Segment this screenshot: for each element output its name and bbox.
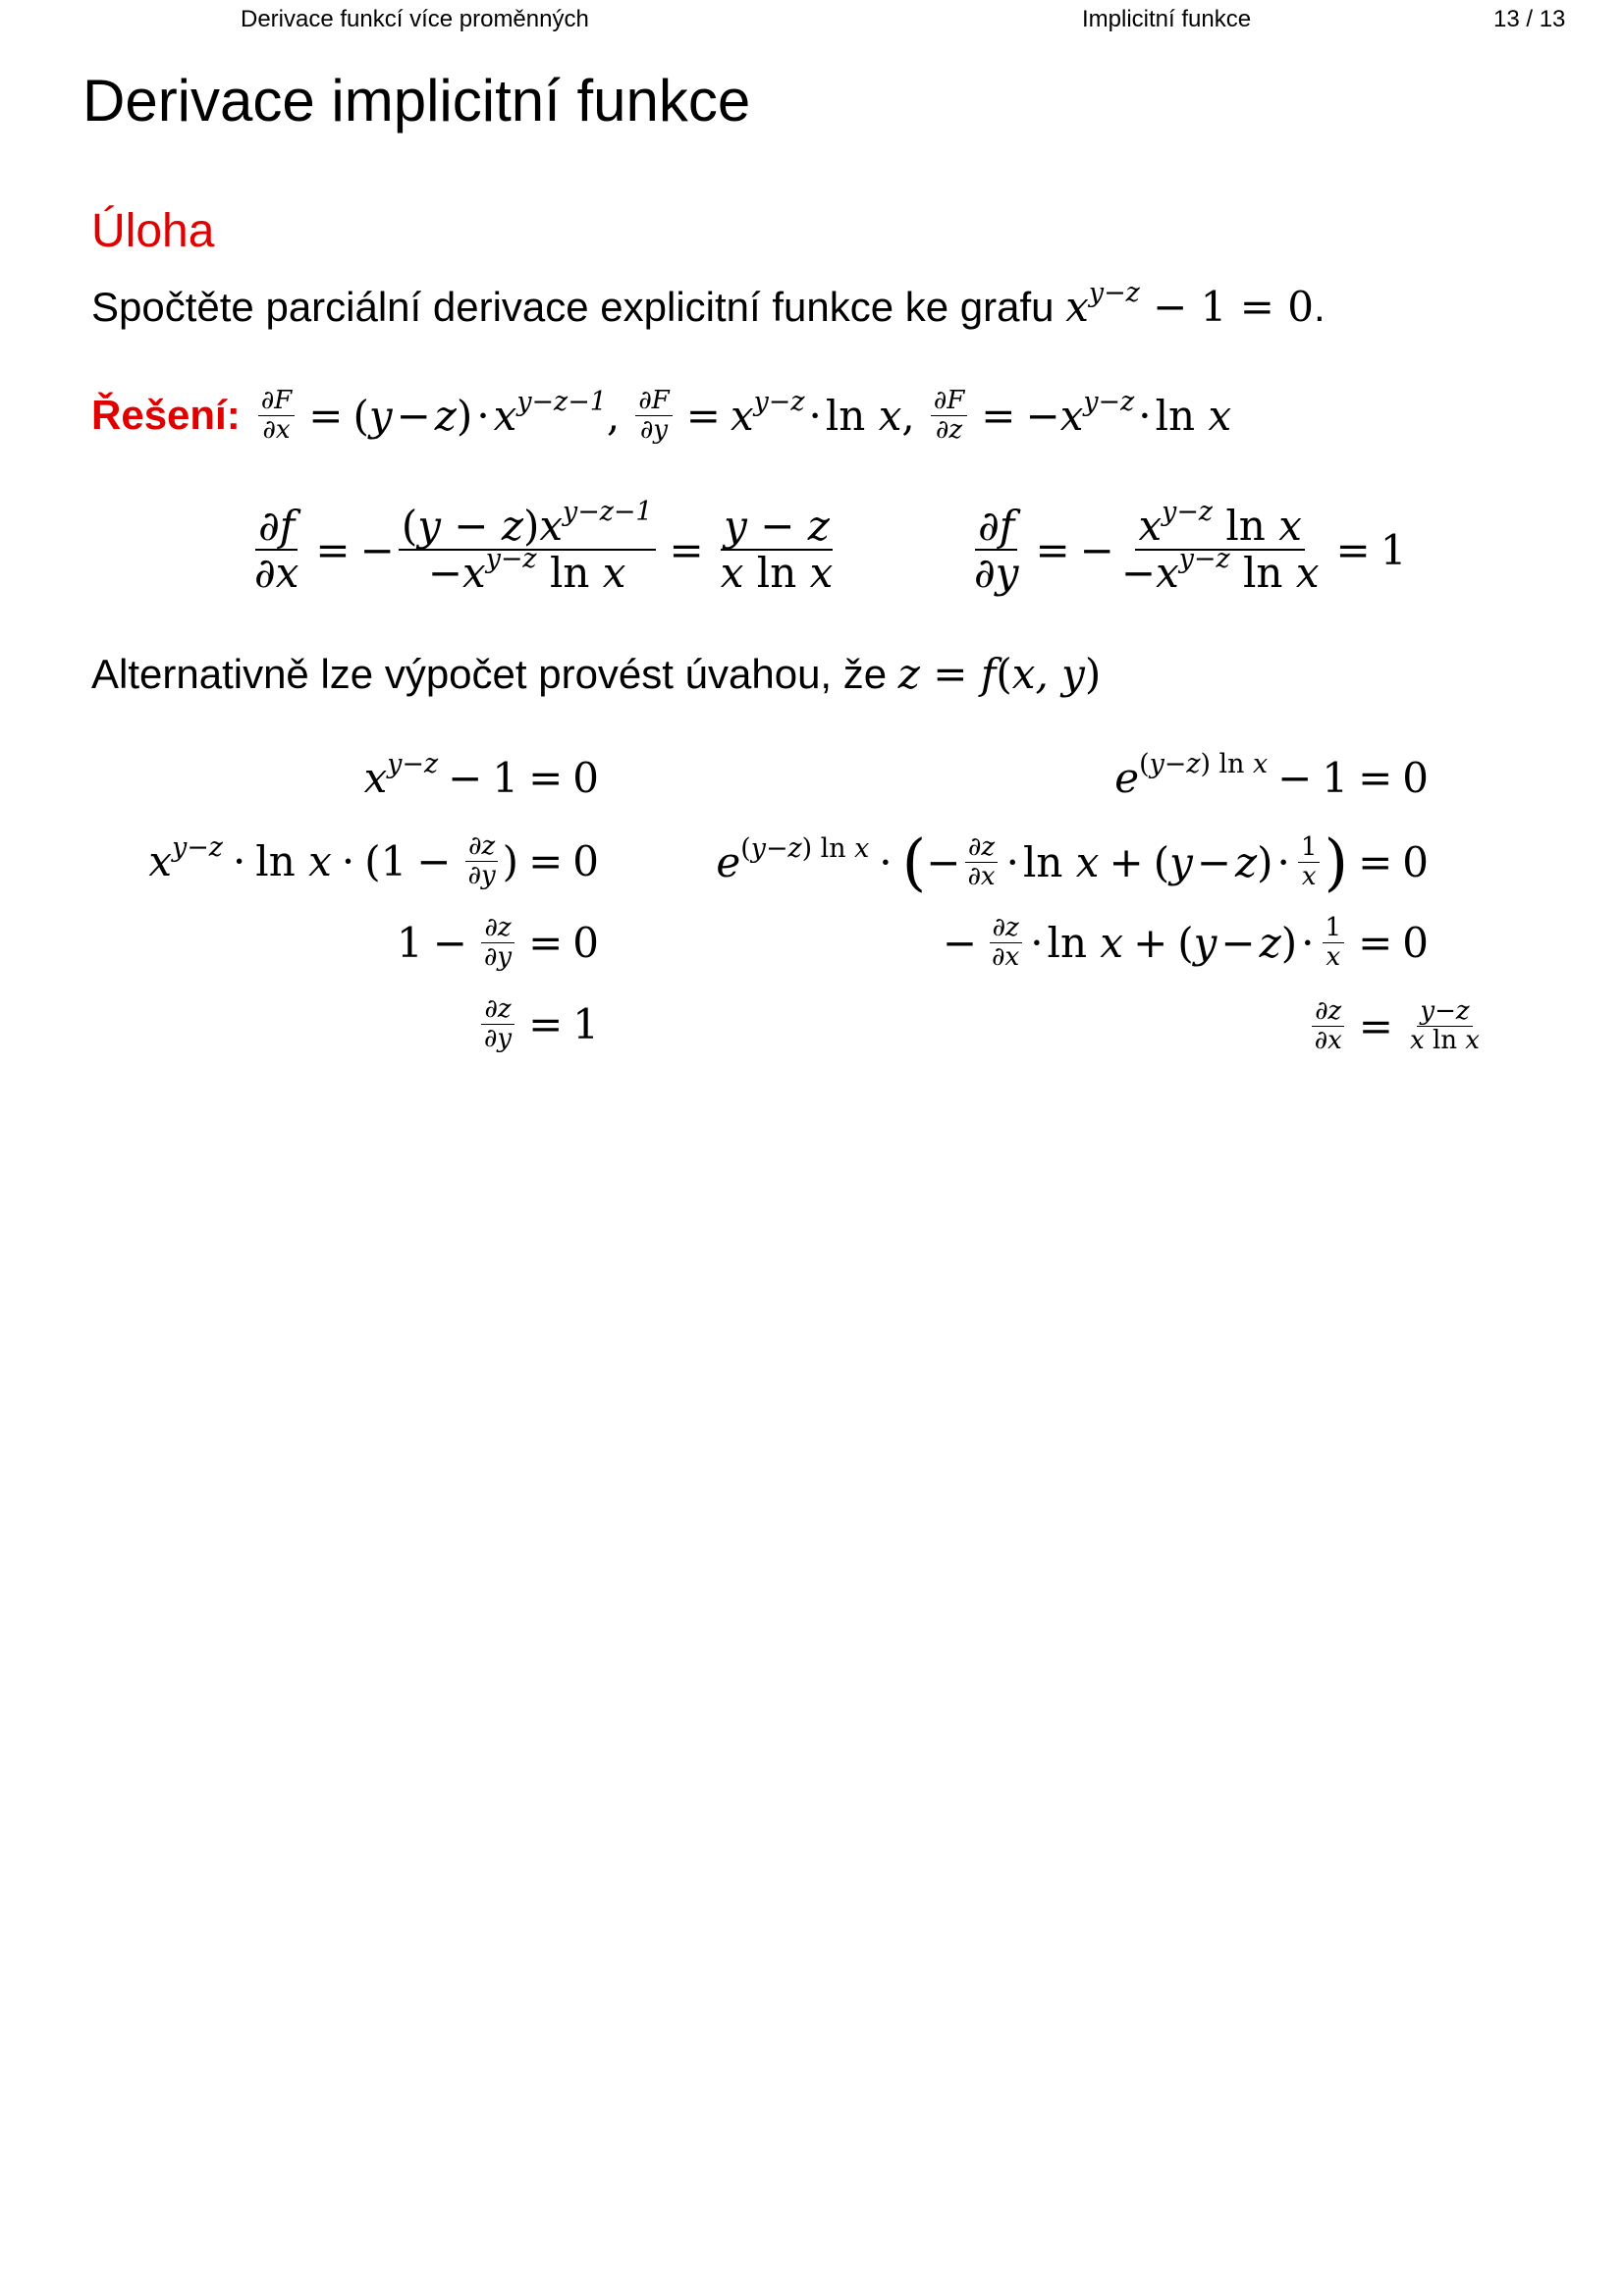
task-equation: $x^{y-z} - 1 = 0$ xyxy=(1065,277,1315,331)
solution-line: Řešení: $\frac{\partial F}{\partial x}$ = ( y − z ) · $x^{y-z-1}$ , $\frac{\partial F}{\partial y}$ = $x^{y-z}$ · ln x , $\frac{\partial F}{\partial z}$ = − $x^{y-z}$ · ln x xyxy=(91,385,1232,445)
task-text-body: Spočtěte parciální derivace explicitní funkce ke grafu xyxy=(91,284,1055,330)
solution-label: Řešení: xyxy=(91,392,241,438)
dF-dy-fraction: $\frac{\partial F}{\partial y}$ xyxy=(635,387,673,444)
header-page-number: 13 / 13 xyxy=(1493,6,1566,32)
df-dy-equation: $\frac{\partial f}{\partial y}$ = − $\frac{x^{y-z} \ln x}{-x^{y-z} \ln x}$ = 1 xyxy=(974,496,1407,597)
dF-dx-fraction: $\frac{\partial F}{\partial x}$ xyxy=(258,387,296,444)
block-title: Úloha xyxy=(91,205,215,257)
alternative-text xyxy=(91,650,1101,698)
right-derivation-step-3: − $\frac{\partial z}{\partial x}$ · ln x + ( y − z ) · $\frac{1}{x}$ = 0 xyxy=(942,912,1429,972)
task-text xyxy=(91,277,1326,331)
left-derivation-step-1: $x^{y-z}$ − 1 = 0 xyxy=(363,748,599,802)
alternative-equation: z = f(x, y) xyxy=(897,650,1102,698)
right-derivation-step-4: $\frac{\partial z}{\partial x}$ = $\frac{y-z}{\text{x ln x}}$ xyxy=(1308,989,1487,1063)
header-subsection-title: Implicitní funkce xyxy=(1082,6,1252,32)
left-derivation-step-3: 1 − $\frac{\partial z}{\partial y}$ = 0 xyxy=(396,912,599,972)
frame-title: Derivace implicitní funkce xyxy=(82,68,751,133)
alternative-text-body: Alternativně lze výpočet provést úvahou, že xyxy=(91,651,888,697)
dF-dz-fraction: $\frac{\partial F}{\partial z}$ xyxy=(931,387,968,444)
task-period: . xyxy=(1314,284,1326,330)
df-dx-equation: $\frac{\partial f}{\partial x}$ = − $\frac{(y - z)x^{y-z-1}}{-x^{y-z} \ln x}$ = $\frac{y - z}{\text{x ln x}}$ xyxy=(254,496,834,597)
left-derivation-step-2: $x^{y-z}$ · ln x · (1 − $\frac{\partial z}{\partial y}$ ) = 0 xyxy=(148,830,599,890)
left-derivation-step-4: $\frac{\partial z}{\partial y}$ = 1 xyxy=(477,989,599,1058)
header-section-title: Derivace funkcí více proměnných xyxy=(241,6,589,32)
right-derivation-step-1: $e^{(y-z) ln x}$ − 1 = 0 xyxy=(1114,748,1429,802)
right-derivation-step-2: $e^{(y-z) ln x}$ · ( − $\frac{\partial z}{\partial x}$ · ln x + ( y − z ) · $\frac{1}{x}$ ) = 0 xyxy=(716,826,1429,898)
